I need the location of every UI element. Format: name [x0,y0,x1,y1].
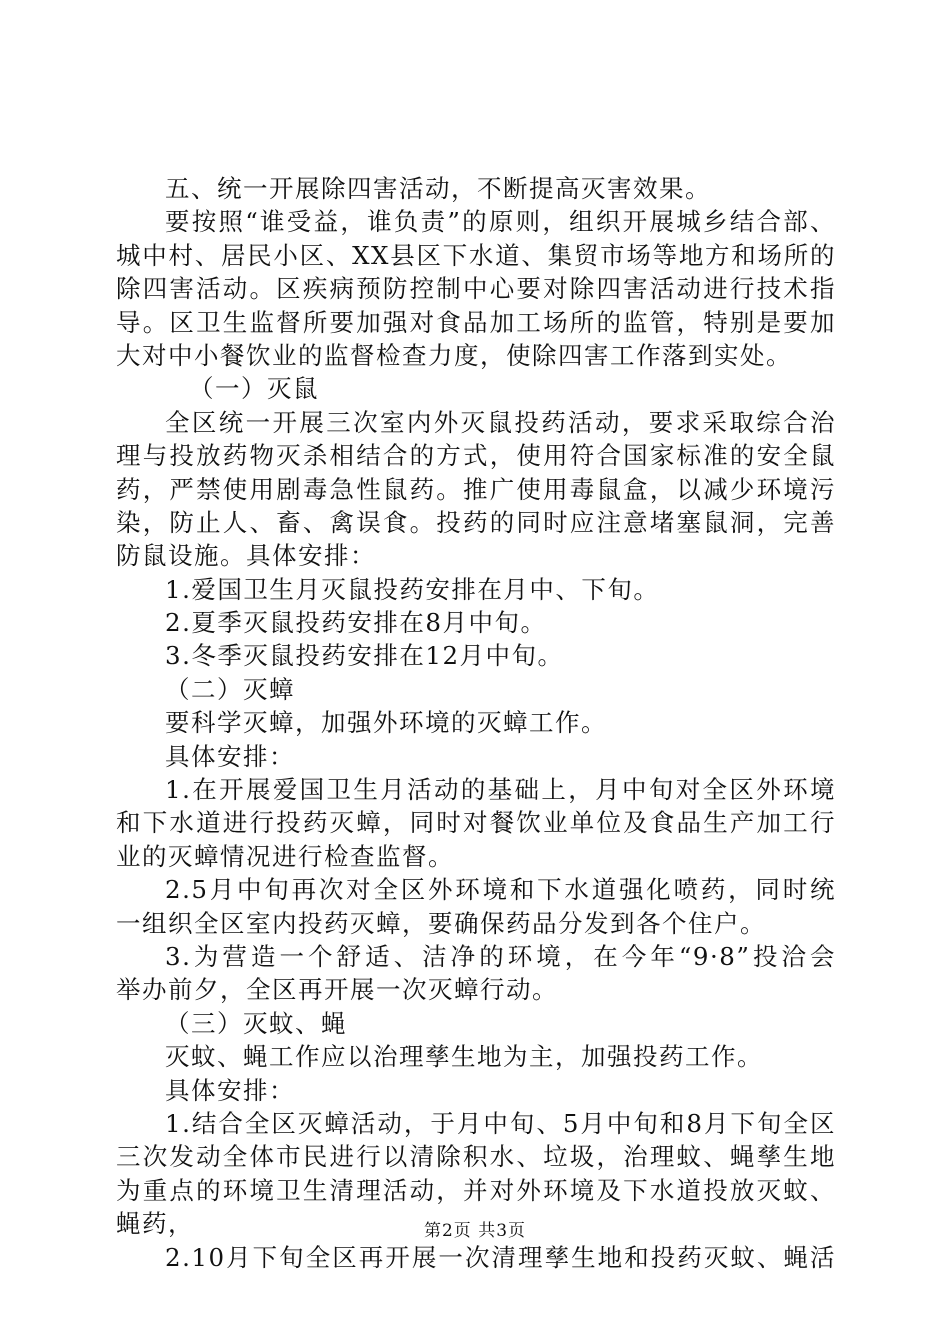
text-line: 2.5月中旬再次对全区外环境和下水道强化喷药，同时统 [165,875,836,905]
text-line: 举办前夕，全区再开展一次灭蟑行动。 [116,975,558,1005]
text-line: 导。区卫生监督所要加强对食品加工场所的监管，特别是要加 [116,307,836,337]
text-line: 业的灭蟑情况进行检查监督。 [116,841,454,871]
text-line: （三）灭蚊、蝇 [165,1008,347,1038]
text-line: 具体安排： [165,741,295,771]
page-footer: 第2页 共3页 [423,1221,527,1241]
text-line: 3.冬季灭鼠投药安排在12月中旬。 [165,641,564,671]
text-line: 3.为营造一个舒适、洁净的环境，在今年“9·8”投洽会 [165,941,836,971]
text-line: 1.结合全区灭蟑活动，于月中旬、5月中旬和8月下旬全区 [165,1108,836,1138]
text-line: 具体安排： [165,1075,295,1105]
text-line: 灭蚊、蝇工作应以治理孳生地为主，加强投药工作。 [165,1042,763,1072]
text-line: 要科学灭蟑，加强外环境的灭蟑工作。 [165,708,607,738]
document-body [116,172,836,1274]
text-line: 五、统一开展除四害活动，不断提高灭害效果。 [165,174,711,203]
text-line: 为重点的环境卫生清理活动，并对外环境及下水道投放灭蚊、 [116,1175,836,1205]
text-line: 防鼠设施。具体安排： [116,541,376,571]
text-line: 1.在开展爱国卫生月活动的基础上，月中旬对全区外环境 [165,775,836,805]
text-line: 和下水道进行投药灭蟑，同时对餐饮业单位及食品生产加工行 [116,808,836,838]
text-line: 药，严禁使用剧毒急性鼠药。推广使用毒鼠盒，以减少环境污 [116,474,836,504]
text-line: 2.10月下旬全区再开展一次清理孳生地和投药灭蚊、蝇活 [165,1242,836,1272]
text-line: 要按照“谁受益，谁负责”的原则，组织开展城乡结合部、 [165,207,836,237]
text-line: 大对中小餐饮业的监督检查力度，使除四害工作落到实处。 [116,340,792,370]
text-line: 2.夏季灭鼠投药安排在8月中旬。 [165,608,547,638]
text-line: 蝇药， [116,1209,194,1239]
text-line: 一组织全区室内投药灭蟑，要确保药品分发到各个住户。 [116,908,766,938]
text-line: 城中村、居民小区、XX县区下水道、集贸市场等地方和场所的 [116,240,836,270]
text-line: 三次发动全体市民进行以清除积水、垃圾，治理蚊、蝇孳生地 [116,1142,836,1172]
text-line: 除四害活动。区疾病预防控制中心要对除四害活动进行技术指 [116,274,836,304]
text-line: 染，防止人、畜、禽误食。投药的同时应注意堵塞鼠洞，完善 [116,507,836,537]
text-line: 理与投放药物灭杀相结合的方式，使用符合国家标准的安全鼠 [116,441,836,471]
text-line: 1.爱国卫生月灭鼠投药安排在月中、下旬。 [165,574,660,604]
text-line: 全区统一开展三次室内外灭鼠投药活动，要求采取综合治 [165,407,836,437]
text-line: （一）灭鼠 [189,374,319,404]
text-line: （二）灭蟑 [165,674,295,704]
